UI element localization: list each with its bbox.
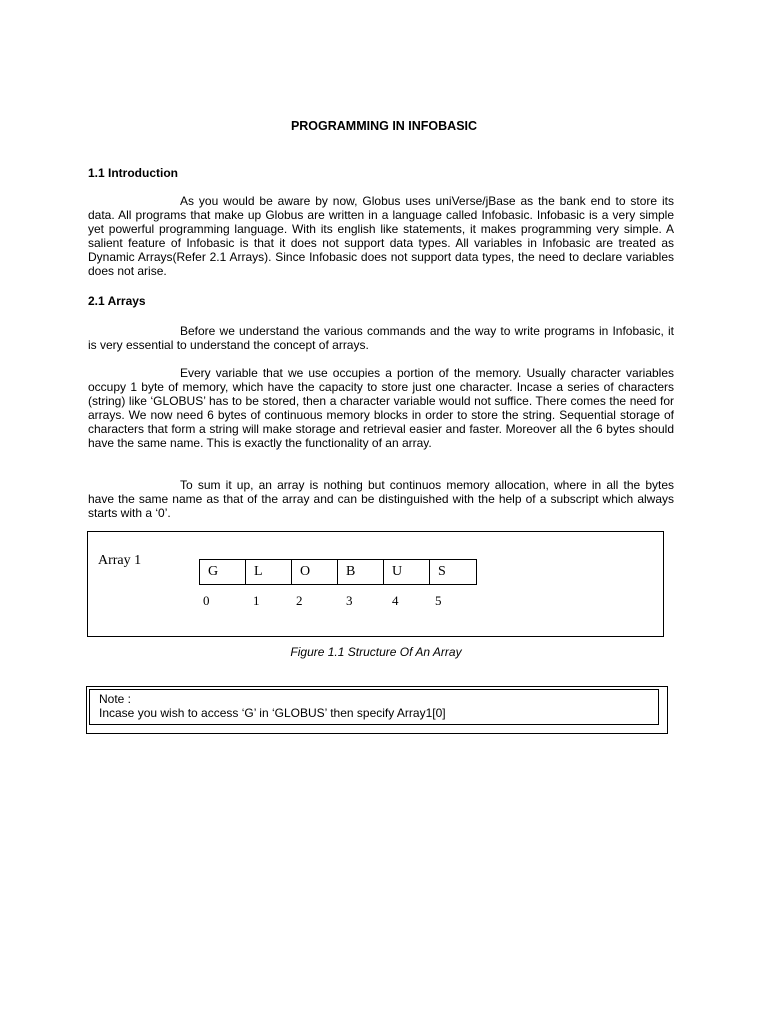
array-index: 1 (253, 593, 260, 608)
array-figure (87, 531, 664, 637)
array-label: Array 1 (98, 553, 142, 568)
arrays-paragraph-1: Before we understand the various commands and the way to write programs in Infobasic, it is very essential to understand the concept of arrays. (88, 324, 674, 352)
array-index: 4 (392, 593, 399, 608)
array-index: 5 (435, 593, 442, 608)
array-cell: S (438, 564, 446, 579)
array-cell: G (200, 560, 246, 584)
arrays-paragraph-2: Every variable that we use occupies a portion of the memory. Usually character variables occupy 1 byte of memory, which have the capacity to store just one character. Incase a series of characters (string) like ‘GLOBUS’ has to be stored, then a character variable would not suffice. There comes the need for arrays. We now need 6 bytes of continuous memory blocks in order to store the string. Sequential storage of characters that form a string will make storage and retrieval easier and faster. Moreover all the 6 bytes should have the same name. This is exactly the functionality of an array. (88, 366, 674, 450)
array-index: 0 (203, 593, 210, 608)
section-heading-introduction: 1.1 Introduction (88, 166, 178, 180)
page-title: PROGRAMMING IN INFOBASIC (290, 119, 478, 133)
intro-paragraph: As you would be aware by now, Globus uses uniVerse/jBase as the bank end to store its data. All programs that make up Globus are written in a language called Infobasic. Infobasic is a very simple yet powerful programming language. With its english like statements, it makes programming very simple. A salient feature of Infobasic is that it does not support data types. All variables in Infobasic are treated as Dynamic Arrays(Refer 2.1 Arrays). Since Infobasic does not support data types, the need to declare variables does not arise. (88, 194, 674, 278)
note-box (86, 686, 668, 734)
note-text: Incase you wish to access ‘G’ in ‘GLOBUS’ then specify Array1[0] (99, 706, 446, 720)
array-cell: O (292, 560, 338, 584)
section-heading-arrays: 2.1 Arrays (88, 294, 146, 308)
array-cell: U (384, 560, 430, 584)
array-index: 3 (346, 593, 353, 608)
note-content (89, 689, 659, 725)
array-index: 2 (296, 593, 303, 608)
array-cell: L (246, 560, 292, 584)
figure-caption: Figure 1.1 Structure Of An Array (290, 645, 462, 659)
note-label: Note : (99, 692, 132, 706)
array-cells (199, 559, 477, 585)
arrays-paragraph-3: To sum it up, an array is nothing but continuos memory allocation, where in all the bytes have the same name as that of the array and can be distinguished with the help of a subscript which always starts with a ‘0’. (88, 478, 674, 520)
array-cell: B (338, 560, 384, 584)
